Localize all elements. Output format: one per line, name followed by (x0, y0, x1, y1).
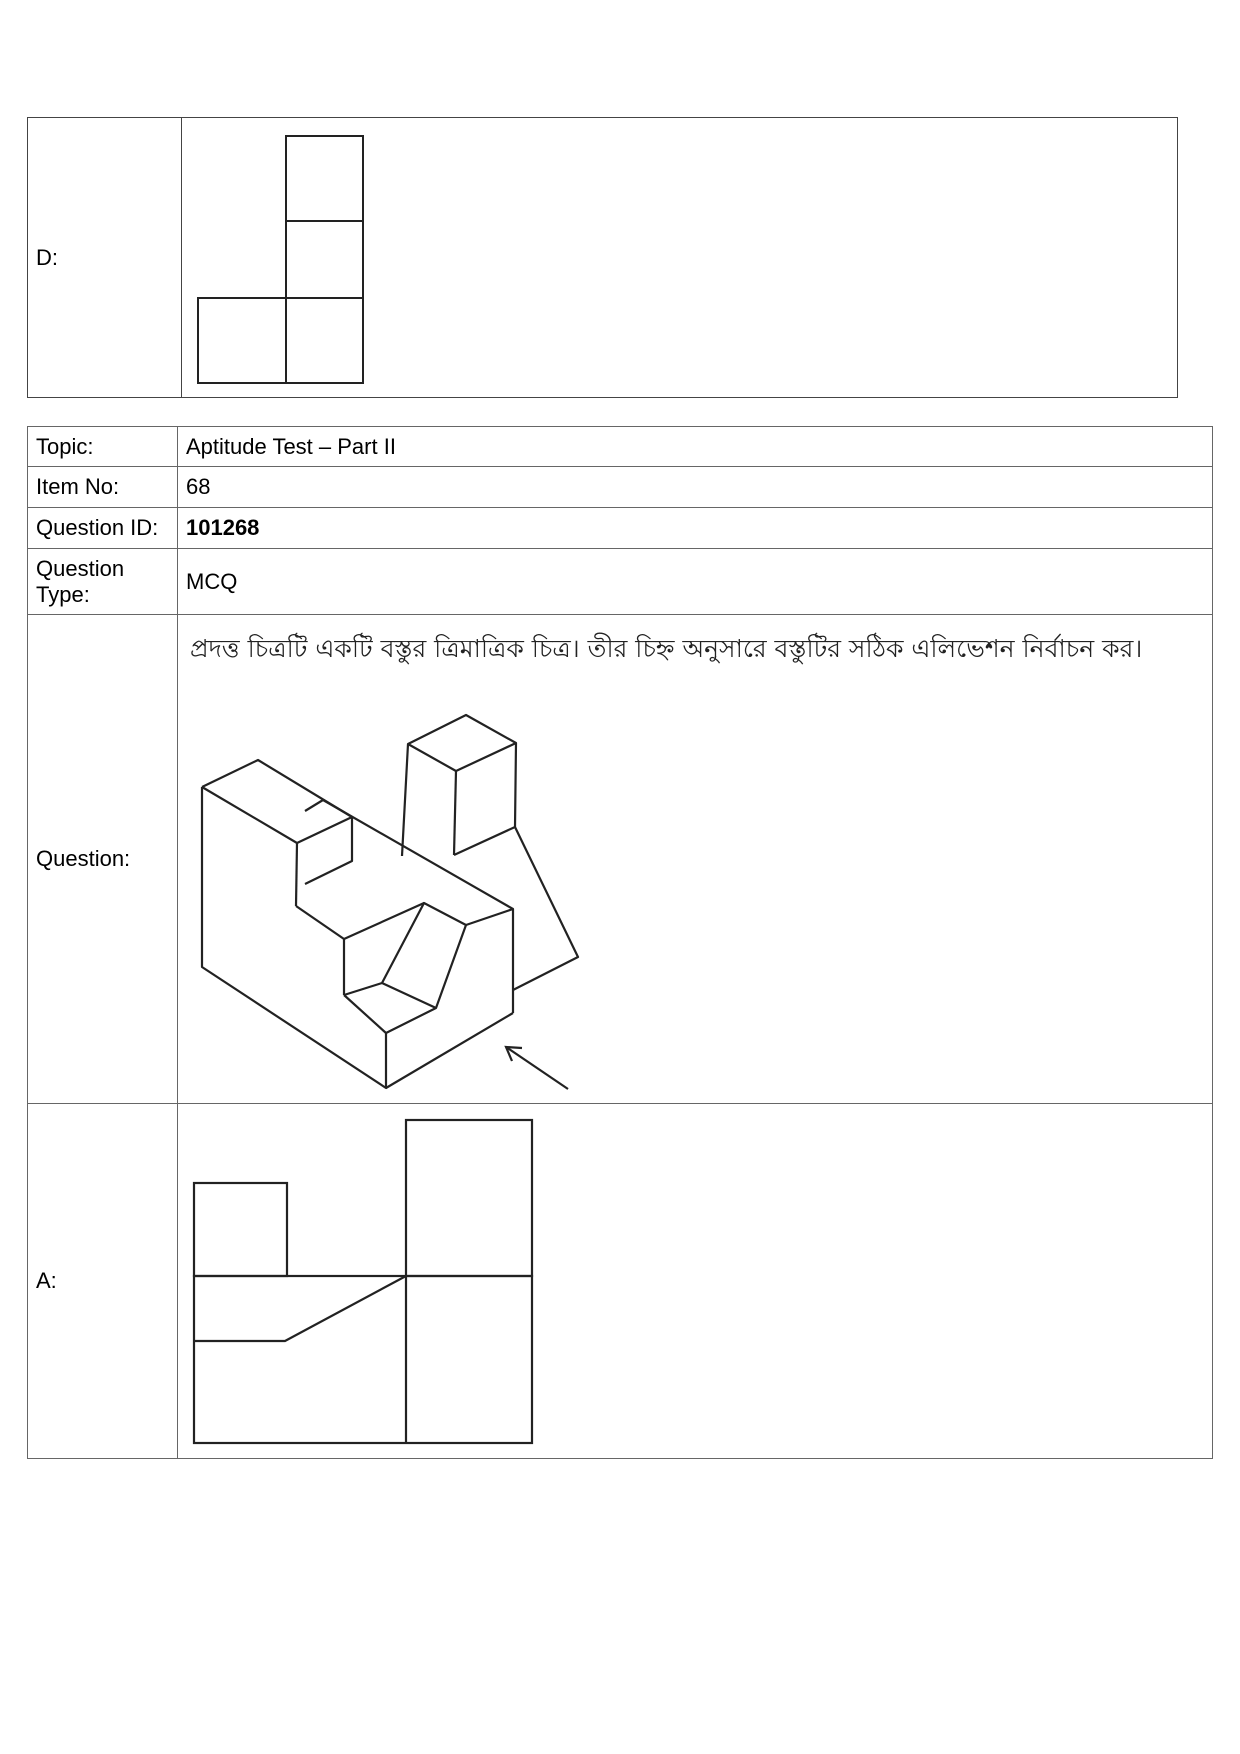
object-ridge-top-edge (466, 909, 513, 925)
item-no-row (28, 467, 1213, 508)
question-text: প্রদত্ত চিত্রটি একটি বস্তুর ত্রিমাত্রিক চিত্র। তীর চিহ্ন অনুসারে বস্তুটির সঠিক এলিভেশন নির্বাচন কর। (190, 634, 1143, 663)
option-a-small-box (194, 1183, 287, 1276)
option-d-square-bottom (286, 298, 363, 383)
option-d-label: D: (28, 118, 182, 398)
question-label: Question: (28, 615, 178, 1104)
option-d-square-top (286, 136, 363, 221)
question-content (178, 615, 1213, 1104)
option-d-square-middle (286, 221, 363, 298)
isometric-object-figure (178, 615, 1212, 1103)
object-left-front-face (202, 787, 386, 1088)
question-id-value: 101268 (178, 508, 1213, 549)
option-d-figure-cell (182, 118, 1178, 398)
object-tall-block-edge (454, 771, 456, 855)
option-d-square-left (198, 298, 286, 383)
option-a-label: A: (28, 1104, 178, 1459)
object-inner-vertical-edge (296, 843, 297, 906)
item-no-label: Item No: (28, 467, 178, 508)
question-id-label: Question ID: (28, 508, 178, 549)
question-row (28, 615, 1213, 1104)
option-d-table (27, 117, 1178, 398)
question-type-label: Question Type: (28, 549, 178, 615)
option-a-tall-box (406, 1120, 532, 1276)
question-table (27, 426, 1213, 1459)
item-no-value: 68 (178, 467, 1213, 508)
topic-label: Topic: (28, 427, 178, 467)
object-tall-block (402, 715, 516, 856)
object-sloping-side (513, 827, 578, 990)
question-type-row (28, 549, 1213, 615)
object-back-ridge (305, 800, 513, 1013)
object-step-floor (296, 903, 424, 939)
object-left-top-face (202, 760, 352, 843)
option-d-figure (182, 118, 1177, 397)
topic-value: Aptitude Test – Part II (178, 427, 1213, 467)
option-a-row (28, 1104, 1213, 1459)
option-a-base (194, 1276, 532, 1443)
question-id-row (28, 508, 1213, 549)
option-a-slope-line (194, 1276, 406, 1341)
topic-row (28, 427, 1213, 467)
view-direction-arrow-icon (506, 1047, 568, 1089)
object-slot-edge (382, 983, 436, 1008)
object-slot (344, 903, 466, 1033)
object-tall-block-top (408, 743, 516, 771)
option-a-figure (178, 1104, 1212, 1458)
question-type-value: MCQ (178, 549, 1213, 615)
option-a-figure-cell (178, 1104, 1213, 1459)
